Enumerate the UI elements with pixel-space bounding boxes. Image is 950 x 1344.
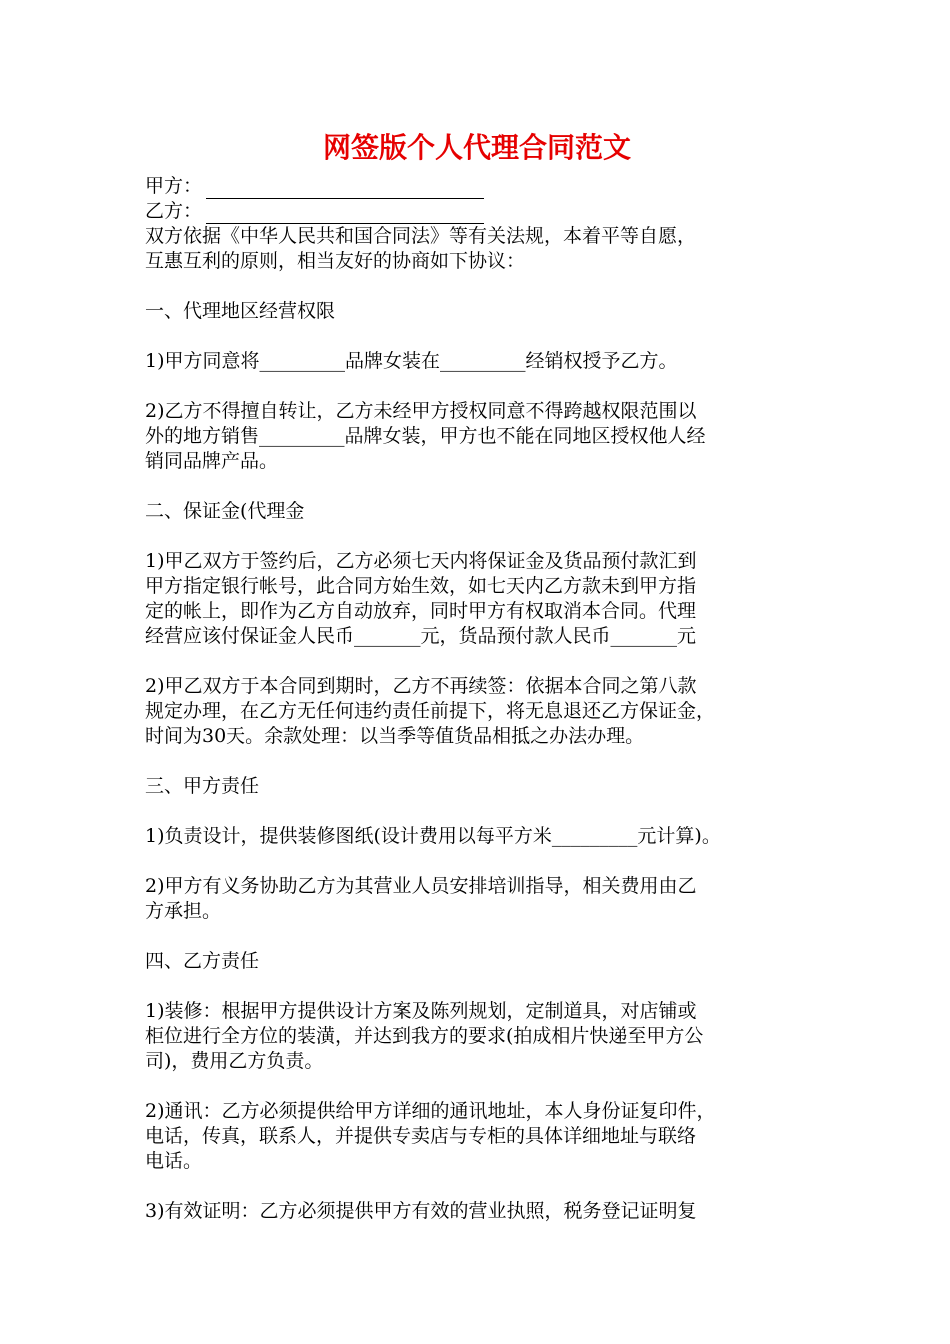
party-a-label: 甲方： xyxy=(145,175,203,197)
spacer xyxy=(145,1074,825,1099)
spacer xyxy=(145,274,825,299)
spacer xyxy=(145,974,825,999)
section-3-item-1: 1)负责设计，提供装修图纸(设计费用以每平方米_________元计算)。 xyxy=(145,825,721,847)
spacer xyxy=(145,374,825,399)
spacer xyxy=(145,924,825,949)
section-1-item-1: 1)甲方同意将_________品牌女装在_________经销权授予乙方。 xyxy=(145,350,678,372)
spacer xyxy=(145,849,825,874)
document-body xyxy=(145,174,825,1224)
spacer xyxy=(145,474,825,499)
spacer xyxy=(145,1174,825,1199)
section-4-item-3: 3)有效证明：乙方必须提供甲方有效的营业执照，税务登记证明复 xyxy=(145,1200,697,1222)
spacer xyxy=(145,524,825,549)
section-1-item-2: 2)乙方不得擅自转让，乙方未经甲方授权同意不得跨越权限范围以 外的地方销售_________品牌女装，甲方也不能在同地区授权他人经 销同品牌产品。 xyxy=(145,400,706,472)
section-3-item-2: 2)甲方有义务协助乙方为其营业人员安排培训指导，相关费用由乙 方承担。 xyxy=(145,875,697,922)
section-3-heading: 三、甲方责任 xyxy=(145,775,260,797)
section-4-heading: 四、乙方责任 xyxy=(145,950,260,972)
party-b-line xyxy=(145,199,825,224)
section-1-heading: 一、代理地区经营权限 xyxy=(145,300,336,322)
party-a-line xyxy=(145,174,825,199)
spacer xyxy=(145,324,825,349)
spacer xyxy=(145,649,825,674)
party-b-blank xyxy=(206,205,484,224)
party-b-label: 乙方： xyxy=(145,200,203,222)
section-2-heading: 二、保证金(代理金 xyxy=(145,500,305,522)
party-a-blank xyxy=(206,180,484,199)
section-2-item-2: 2)甲乙双方于本合同到期时，乙方不再续签：依据本合同之第八款 规定办理，在乙方无任何违约责任前提下，将无息退还乙方保证金， 时间为30天。余款处理：以当季等值货品相抵之办法办理。 xyxy=(145,675,716,747)
intro-paragraph: 双方依据《中华人民共和国合同法》等有关法规，本着平等自愿， 互惠互利的原则，相当友好的协商如下协议： xyxy=(145,225,697,272)
section-4-item-2: 2)通讯：乙方必须提供给甲方详细的通讯地址，本人身份证复印件， 电话，传真，联系人，并提供专卖店与专柜的具体详细地址与联络 电话。 xyxy=(145,1100,716,1172)
spacer xyxy=(145,799,825,824)
spacer xyxy=(145,749,825,774)
section-2-item-1: 1)甲乙双方于签约后，乙方必须七天内将保证金及货品预付款汇到 甲方指定银行帐号，此合同方始生效，如七天内乙方款未到甲方指 定的帐上，即作为乙方自动放弃，同时甲方有权取消本合同。代理 经营应该付保证金人民币_______元，货品预付款人民币_______元 xyxy=(145,550,697,647)
document-title: 网签版个人代理合同范文 xyxy=(322,131,631,164)
section-4-item-1: 1)装修：根据甲方提供设计方案及陈列规划，定制道具，对店铺或 柜位进行全方位的装潢，并达到我方的要求(拍成相片快递至甲方公 司)，费用乙方负责。 xyxy=(145,1000,704,1072)
